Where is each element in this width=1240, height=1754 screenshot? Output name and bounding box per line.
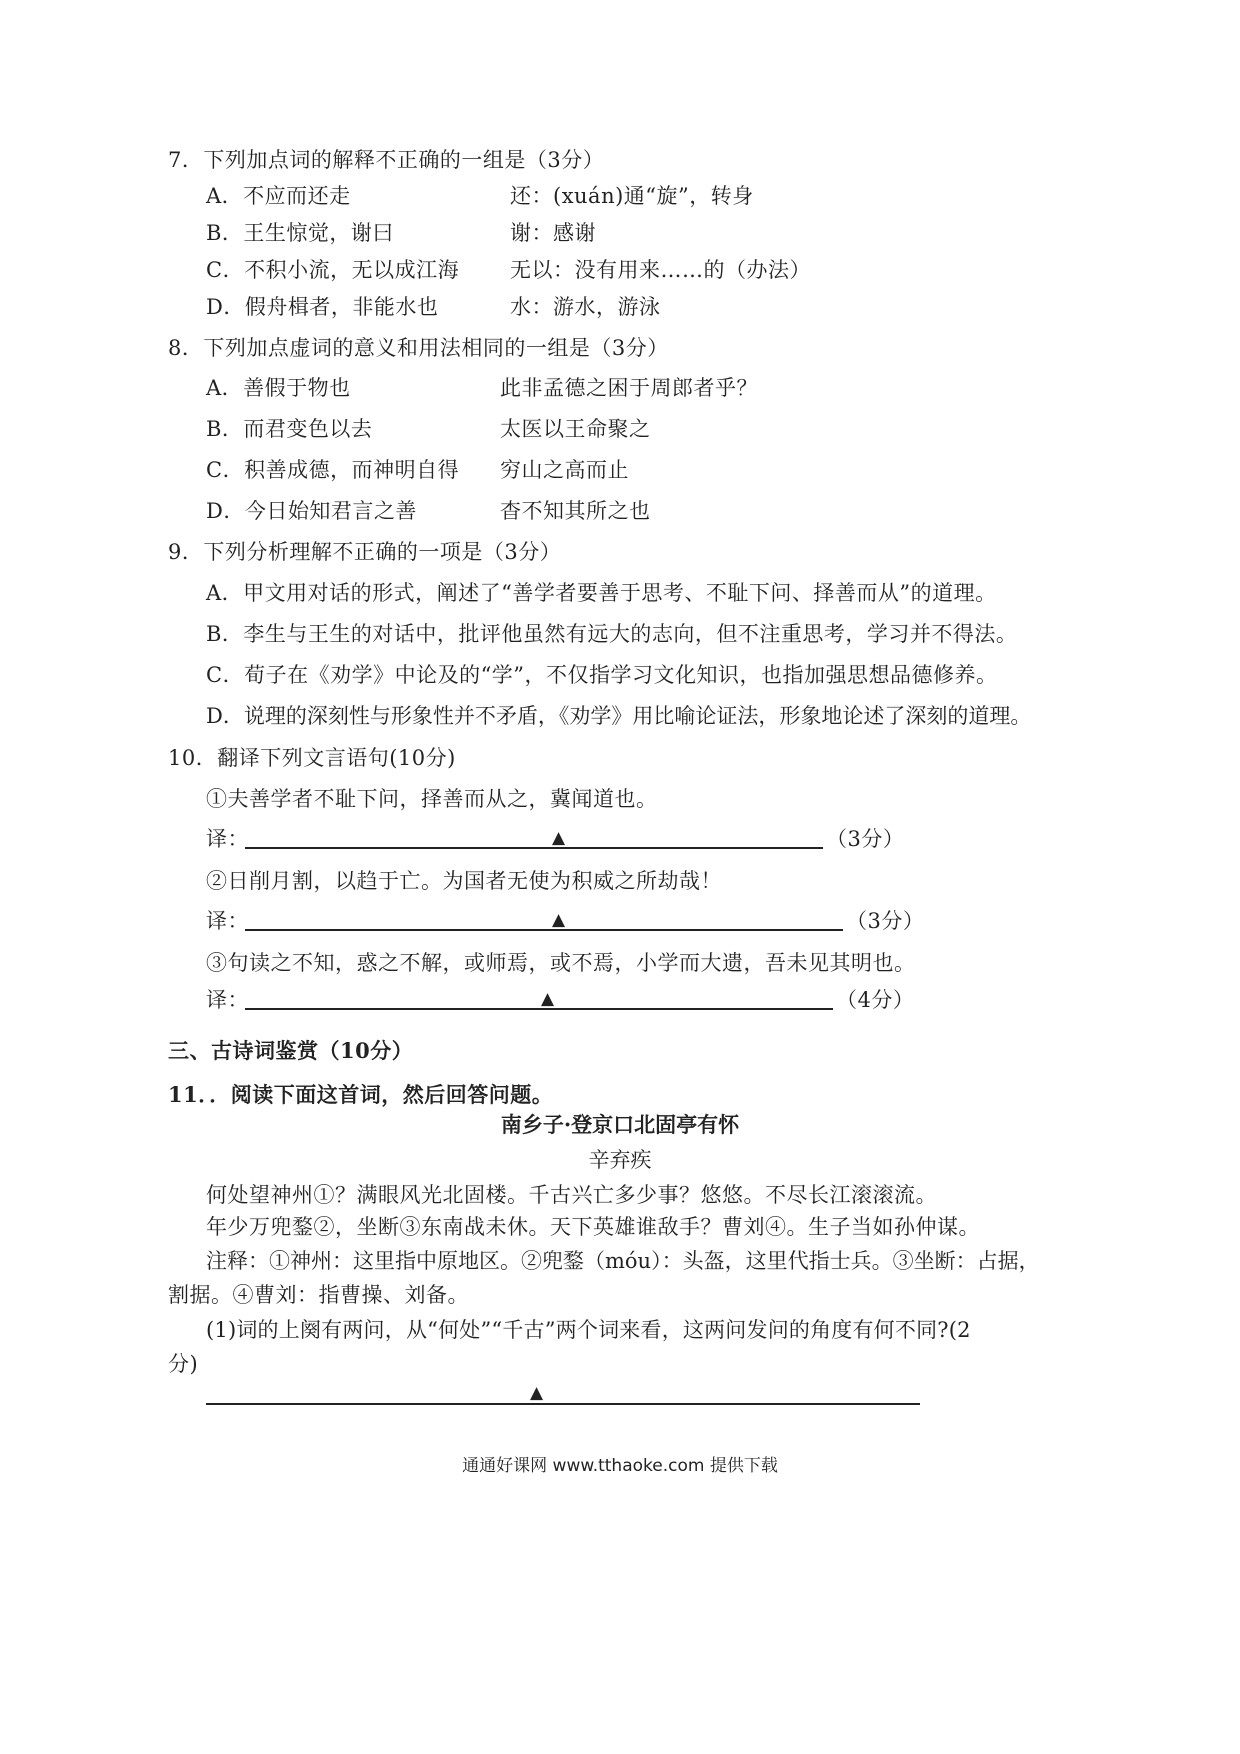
q10-score-3: （4分） [836,988,915,1012]
q8-option-c-left: C．积善成德，而神明自得 [206,458,460,482]
q11-sub1-line-2: 分) [168,1352,199,1376]
q9-option-d: D．说理的深刻性与形象性并不矛盾，《劝学》用比喻论证法，形象地论述了深刻的道理。 [206,704,1032,728]
poem-notes-line-1: 注释：①神州：这里指中原地区。②兜鍪（móu）：头盔，这里代指士兵。③坐断：占据， [206,1249,1040,1273]
poem-line-2: 年少万兜鍪②，坐断③东南战未休。天下英雄谁敌手？曹刘④。生子当如孙仲谋。 [206,1215,980,1239]
q8-option-b-right: 太医以王命聚之 [500,417,651,441]
answer-line-1 [245,847,823,849]
q7-option-b-right: 谢：感谢 [510,221,596,245]
poem-title: 南乡子·登京口北固亭有怀 [500,1112,740,1137]
q8-option-a-left: A．善假于物也 [206,376,351,400]
q7-option-a-left: A．不应而还走 [206,184,351,208]
q10-score-2: （3分） [846,909,925,933]
triangle-marker-icon: ▲ [530,1383,544,1403]
q7-option-c-left: C．不积小流，无以成江海 [206,258,460,282]
q11-sub1-line-1: (1)词的上阕有两问，从“何处”“千古”两个词来看，这两问发问的角度有何不同?(2 [206,1318,971,1342]
q10-label-2: 译： [206,909,249,933]
q10-sentence-2: ②日削月割，以趋于亡。为国者无使为积威之所劫哉！ [206,869,722,893]
answer-line-3 [245,1008,833,1010]
triangle-marker-icon: ▲ [541,989,555,1009]
q7-option-d-left: D．假舟楫者，非能水也 [206,295,439,319]
q9-option-c: C．荀子在《劝学》中论及的“学”，不仅指学习文化知识，也指加强思想品德修养。 [206,663,998,687]
poem-line-1: 何处望神州①？满眼风光北固楼。千古兴亡多少事？悠悠。不尽长江滚滚流。 [206,1183,937,1207]
poem-author: 辛弃疾 [588,1148,652,1172]
q10-score-1: （3分） [826,827,905,851]
q8-option-c-right: 穷山之高而止 [500,458,629,482]
triangle-marker-icon: ▲ [552,910,566,930]
q10-sentence-1: ①夫善学者不耻下问，择善而从之，冀闻道也。 [206,787,658,811]
triangle-marker-icon: ▲ [552,828,566,848]
q8-option-d-right: 杳不知其所之也 [500,499,651,523]
q7-stem: 7．下列加点词的解释不正确的一组是（3分） [168,148,605,172]
q9-option-b: B．李生与王生的对话中，批评他虽然有远大的志向，但不注重思考，学习并不得法。 [206,622,1018,646]
q10-sentence-3: ③句读之不知，惑之不解，或师焉，或不焉，小学而大遗，吾未见其明也。 [206,951,916,975]
q7-option-c-right: 无以：没有用来……的（办法） [510,258,811,282]
q8-option-a-right: 此非孟德之困于周郎者乎？ [500,376,758,400]
q9-stem: 9．下列分析理解不正确的一项是（3分） [168,540,562,564]
poem-notes-line-2: 割据。④曹刘：指曹操、刘备。 [168,1283,469,1307]
q11-stem: 11．．阅读下面这首词，然后回答问题。 [168,1082,554,1107]
page-footer: 通通好课网 www.tthaoke.com 提供下载 [462,1456,778,1476]
section-3-heading: 三、古诗词鉴赏（10分） [168,1038,414,1063]
q8-option-b-left: B．而君变色以去 [206,417,373,441]
q10-label-3: 译： [206,988,249,1012]
q7-option-d-right: 水：游水，游泳 [510,295,661,319]
q7-option-b-left: B．王生惊觉，谢曰 [206,221,394,245]
q10-stem: 10．翻译下列文言语句(10分) [168,746,456,770]
answer-line-4 [206,1403,920,1405]
q9-option-a: A．甲文用对话的形式，阐述了“善学者要善于思考、不耻下问、择善而从”的道理。 [206,581,997,605]
q10-label-1: 译： [206,827,249,851]
q8-stem: 8．下列加点虚词的意义和用法相同的一组是（3分） [168,336,669,360]
q8-option-d-left: D．今日始知君言之善 [206,499,417,523]
answer-line-2 [245,929,843,931]
q7-option-a-right: 还：(xuán)通“旋”，转身 [510,184,754,208]
